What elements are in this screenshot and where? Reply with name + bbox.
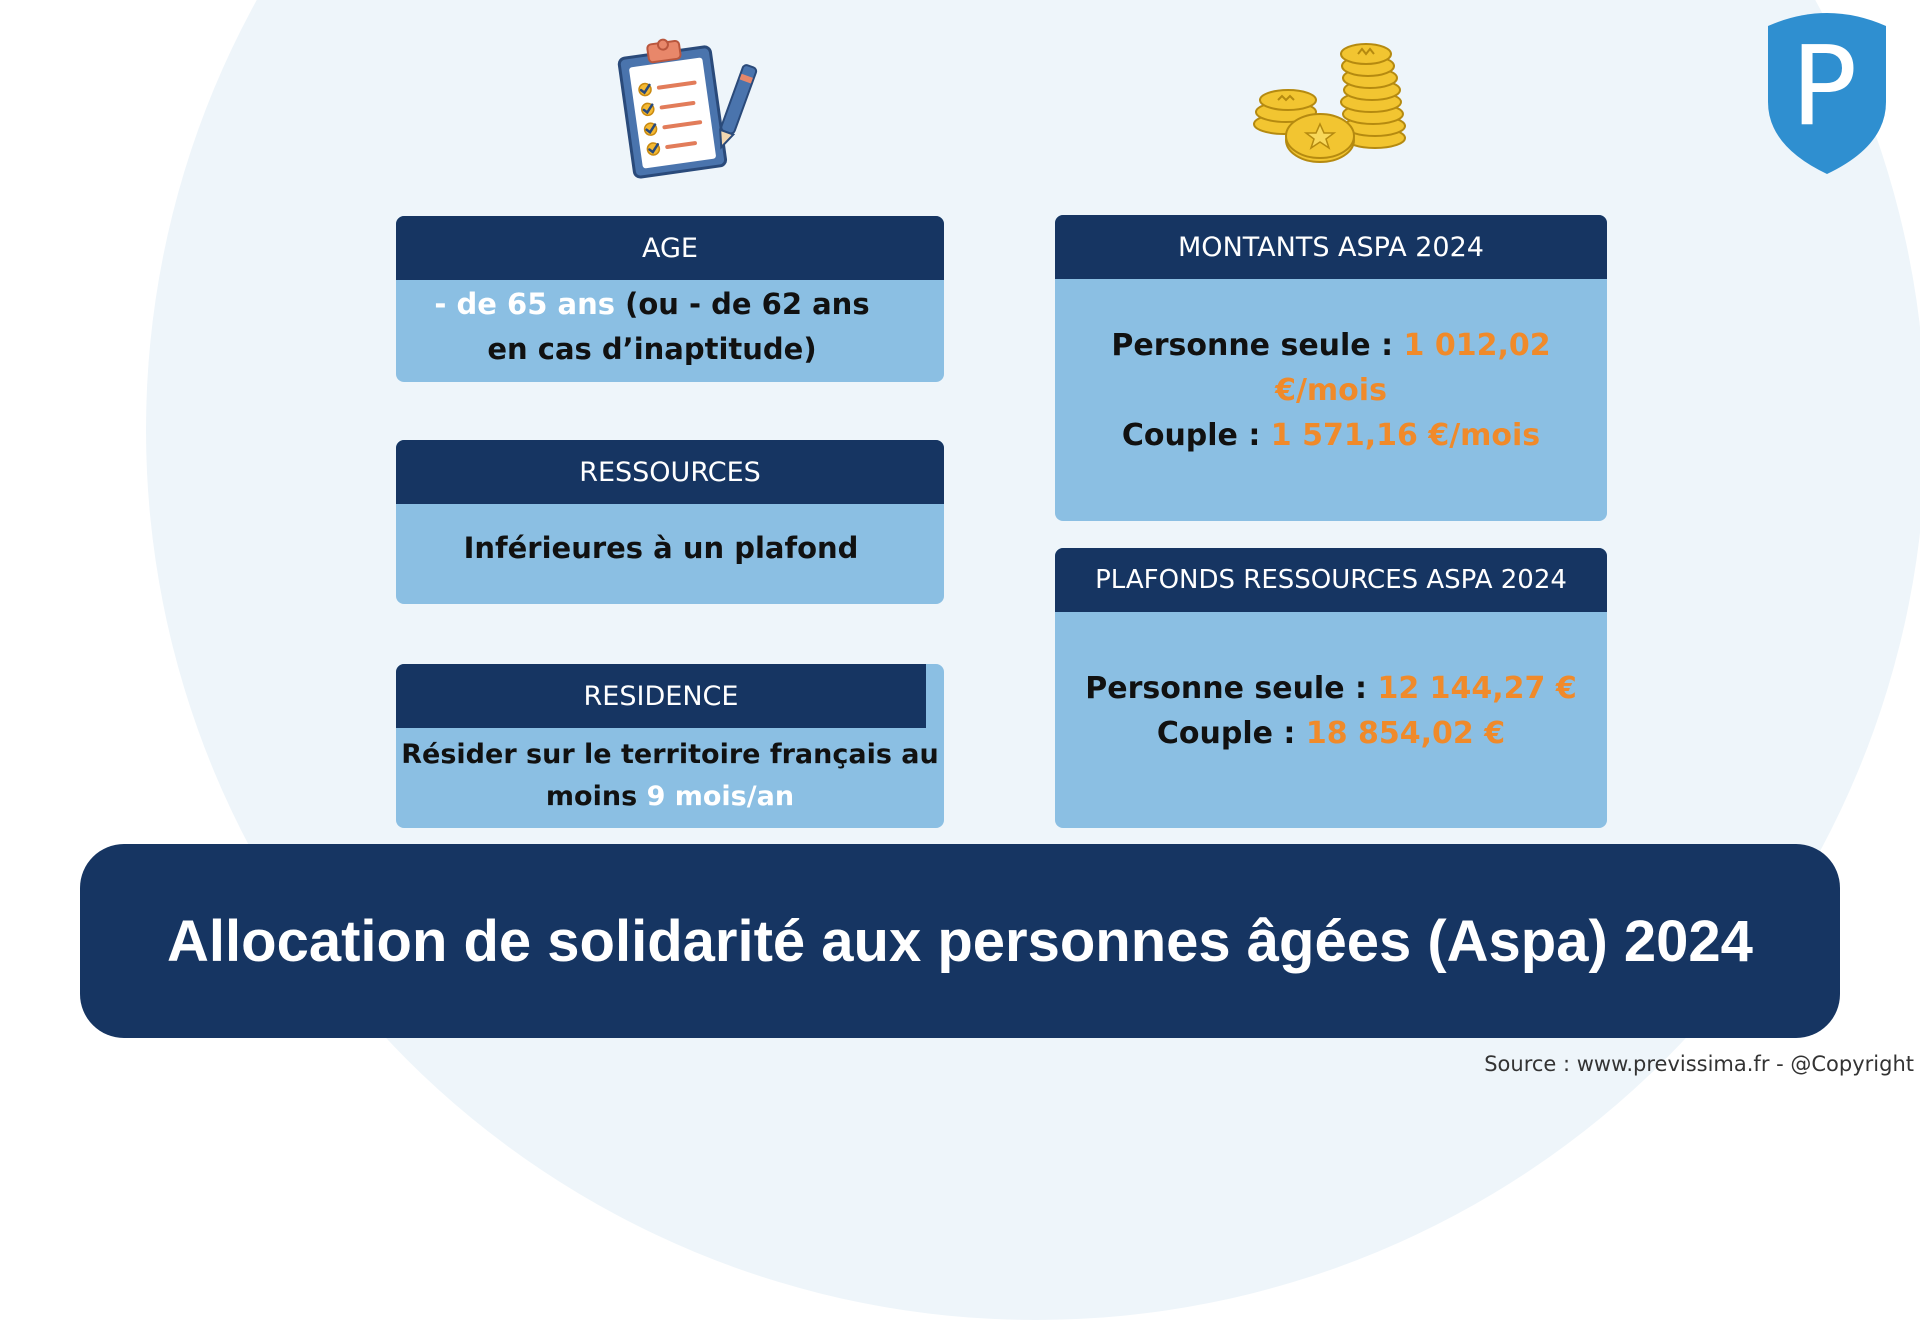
plafonds-card-body bbox=[1055, 612, 1607, 756]
residence-line-2-start: moins bbox=[545, 781, 647, 812]
source-footer: Source : www.previssima.fr - @Copyright bbox=[1484, 1052, 1914, 1076]
title-banner bbox=[80, 844, 1840, 1038]
montants-row-couple bbox=[1055, 413, 1607, 458]
banner-title: Allocation de solidarité aux personnes âgées (Aspa) 2024 bbox=[167, 908, 1753, 974]
plafonds-row-couple bbox=[1055, 711, 1607, 756]
residence-line-2 bbox=[396, 776, 944, 818]
residence-highlight: 9 mois/an bbox=[646, 781, 795, 812]
montants-card-title: MONTANTS ASPA 2024 bbox=[1055, 215, 1607, 279]
montants-value: 1 571,16 €/mois bbox=[1270, 418, 1541, 453]
plafonds-card bbox=[1055, 548, 1607, 828]
montants-card bbox=[1055, 215, 1607, 521]
shield-logo-icon bbox=[1754, 6, 1900, 176]
plafonds-card-title: PLAFONDS RESSOURCES ASPA 2024 bbox=[1055, 548, 1607, 612]
residence-card-title: RESIDENCE bbox=[396, 664, 926, 728]
age-card-title: AGE bbox=[396, 216, 944, 280]
clipboard-checklist-icon bbox=[612, 34, 762, 179]
montants-value: 1 012,02 €/mois bbox=[1275, 328, 1551, 408]
age-line-2: en cas d’inaptitude) bbox=[487, 332, 817, 366]
residence-card-body bbox=[396, 728, 944, 818]
montants-label: Couple : bbox=[1121, 418, 1271, 453]
montants-card-body bbox=[1055, 279, 1607, 458]
age-line-1 bbox=[396, 282, 944, 327]
montants-row-seule bbox=[1055, 323, 1607, 413]
background-circle bbox=[146, 0, 1920, 1320]
ressources-card-text: Inférieures à un plafond bbox=[463, 531, 859, 565]
plafonds-value: 18 854,02 € bbox=[1305, 716, 1506, 751]
age-highlight: - de 65 ans bbox=[434, 287, 615, 321]
age-card bbox=[396, 216, 944, 382]
ressources-card bbox=[396, 440, 944, 604]
ressources-card-title: RESSOURCES bbox=[396, 440, 944, 504]
residence-line-1: Résider sur le territoire français au bbox=[401, 739, 939, 770]
plafonds-row-seule bbox=[1055, 666, 1607, 711]
plafonds-value: 12 144,27 € bbox=[1377, 671, 1577, 706]
montants-label: Personne seule : bbox=[1111, 328, 1404, 363]
plafonds-label: Couple : bbox=[1156, 716, 1306, 751]
gold-coins-icon bbox=[1240, 38, 1420, 178]
residence-card bbox=[396, 664, 944, 828]
logo-letter: P bbox=[1790, 22, 1858, 150]
age-card-body bbox=[396, 280, 944, 372]
age-line-1-rest: (ou - de 62 ans bbox=[614, 287, 870, 321]
plafonds-label: Personne seule : bbox=[1085, 671, 1378, 706]
